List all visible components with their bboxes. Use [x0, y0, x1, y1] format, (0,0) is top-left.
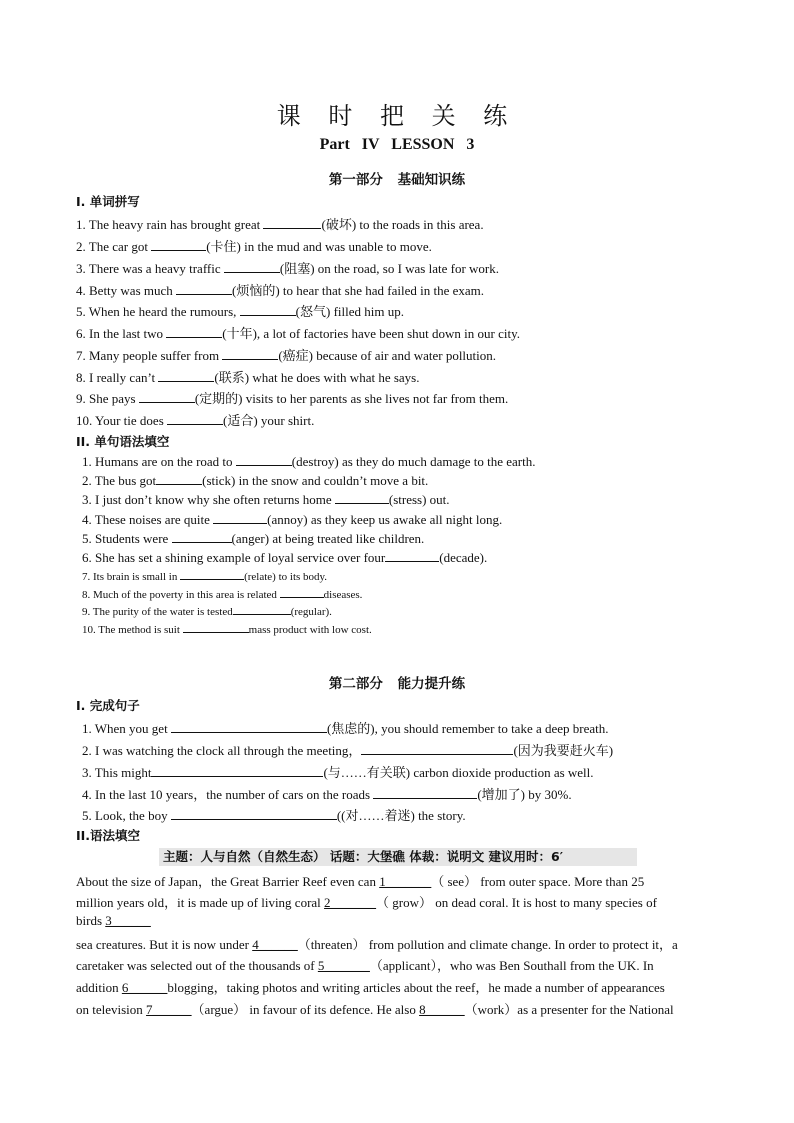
answer-blank[interactable] [156, 472, 202, 485]
list-item [82, 604, 332, 618]
topic-banner: 主题：人与自然（自然生态） 话题：大堡礁 体裁：说明文 建议用时：6′ [159, 848, 637, 866]
list-item [76, 410, 314, 429]
answer-blank[interactable] [213, 511, 267, 524]
item-hint: (annoy) as they keep us awake all night long. [267, 512, 503, 527]
list-item [76, 323, 520, 342]
list-item [82, 587, 362, 601]
item-hint: (十年), a lot of factories have been shut down in our city. [222, 326, 520, 341]
passage-text: blogging，taking photos and writing articles about the reef，he made a number of appearances [167, 980, 665, 995]
item-hint: (怒气) filled him up. [295, 304, 404, 319]
list-item [76, 214, 484, 233]
answer-blank[interactable] [139, 390, 195, 403]
item-hint: (与……有关联) carbon dioxide production as well. [323, 765, 594, 780]
list-item [82, 511, 502, 528]
passage-text: （applicant），who was Ben Southall from the UK. In [369, 958, 654, 973]
list-item [76, 301, 404, 320]
passage-text: （argue） in favour of its defence. He also [191, 1002, 420, 1017]
list-item [82, 453, 535, 470]
passage-line [76, 892, 718, 911]
part1-heading: 第一部分 基础知识练 [328, 172, 466, 188]
item-text: 1. The heavy rain has brought great [76, 217, 264, 232]
answer-blank[interactable] [233, 604, 291, 615]
item-hint: (destroy) as they do much damage to the earth. [291, 454, 536, 469]
passage-text: （ see） from outer space. More than 25 [431, 874, 645, 889]
passage-text: About the size of Japan，the Great Barrier Reef even can [76, 874, 380, 889]
item-text: 10. Your tie does [76, 413, 168, 428]
item-hint: ((对……着迷) the story. [336, 808, 466, 823]
item-text: 5. Look, the boy [82, 808, 171, 823]
item-text: 7. Many people suffer from [76, 348, 223, 363]
passage-line [76, 913, 718, 929]
answer-blank[interactable] [171, 807, 337, 820]
list-item [76, 280, 484, 299]
item-text: 2. The car got [76, 239, 152, 254]
passage-line [76, 934, 718, 953]
page-title: 课 时 把 关 练 [276, 102, 518, 130]
item-hint: (卡住) in the mud and was unable to move. [206, 239, 432, 254]
list-item [82, 569, 327, 583]
list-item [82, 784, 572, 803]
item-hint: (anger) at being treated like children. [231, 531, 425, 546]
answer-blank[interactable] [172, 530, 232, 543]
answer-blank[interactable]: 7______ [146, 1002, 192, 1017]
list-item [82, 622, 372, 636]
list-item [76, 388, 508, 407]
passage-text: （work）as a presenter for the National [464, 1002, 674, 1017]
item-hint: (烦恼的) to hear that she had failed in the exam. [232, 283, 484, 298]
item-text: 6. In the last two [76, 326, 167, 341]
item-hint: (relate) to its body. [244, 571, 328, 583]
answer-blank[interactable] [280, 587, 324, 598]
item-hint: diseases. [323, 589, 363, 601]
item-text: 3. There was a heavy traffic [76, 261, 224, 276]
answer-blank[interactable] [385, 549, 439, 562]
item-hint: (阻塞) on the road, so I was late for work. [279, 261, 500, 276]
item-text: 5. When he heard the rumours, [76, 304, 240, 319]
item-hint: (stress) out. [388, 492, 450, 507]
section-grammar-passage: II.语法填空 [76, 828, 141, 843]
list-item [76, 345, 496, 364]
item-hint: (焦虑的), you should remember to take a deep breath. [326, 721, 609, 736]
item-hint: (癌症) because of air and water pollution. [278, 348, 497, 363]
item-hint: mass product with low cost. [248, 624, 372, 636]
item-text: 9. She pays [76, 391, 139, 406]
answer-blank[interactable] [236, 453, 292, 466]
item-text: 1. Humans are on the road to [82, 454, 236, 469]
item-text: 6. She has set a shining example of loyal service over four [82, 550, 386, 565]
list-item [82, 762, 594, 781]
section-complete-sentences: I. 完成句子 [76, 698, 140, 713]
passage-text: （ grow） on dead coral. It is host to many species of [376, 895, 657, 910]
answer-blank[interactable]: 8______ [419, 1002, 465, 1017]
answer-blank[interactable] [240, 303, 296, 316]
passage-text: on television [76, 1002, 147, 1017]
item-text: 10. The method is suit [82, 624, 183, 636]
item-hint: (stick) in the snow and couldn’t move a bit. [202, 473, 429, 488]
passage-line [76, 955, 718, 974]
answer-blank[interactable] [373, 786, 477, 799]
passage-text: million years old，it is made up of living coral [76, 895, 325, 910]
item-text: 3. This might [82, 765, 152, 780]
item-text: 8. Much of the poverty in this area is related [82, 589, 280, 601]
list-item [82, 740, 613, 759]
answer-blank[interactable] [183, 622, 249, 633]
item-text: 7. Its brain is small in [82, 571, 181, 583]
list-item [76, 258, 499, 277]
section-word-spelling: I. 单词拼写 [76, 194, 140, 209]
item-hint: (适合) your shirt. [223, 413, 315, 428]
item-text: 3. I just don’t know why she often returns home [82, 492, 335, 507]
answer-blank[interactable] [151, 764, 323, 777]
answer-blank[interactable] [171, 720, 327, 733]
list-item [82, 549, 487, 566]
answer-blank[interactable] [176, 282, 232, 295]
section-grammar-fill: II. 单句语法填空 [76, 434, 170, 449]
item-text: 2. I was watching the clock all through the meeting， [82, 743, 362, 758]
answer-blank[interactable] [180, 569, 244, 580]
list-item [82, 805, 466, 824]
answer-blank[interactable]: 3______ [105, 913, 151, 928]
passage-text: addition [76, 980, 122, 995]
item-text: 4. Betty was much [76, 283, 177, 298]
item-text: 4. These noises are quite [82, 512, 214, 527]
passage-line [76, 999, 718, 1018]
item-hint: (regular). [290, 606, 332, 618]
answer-blank[interactable] [166, 325, 222, 338]
answer-blank[interactable] [158, 369, 214, 382]
item-text: 8. I really can’t [76, 370, 159, 385]
answer-blank[interactable] [151, 238, 206, 251]
passage-text: （threaten） from pollution and climate change. In order to protect it，a [297, 937, 678, 952]
answer-blank[interactable] [361, 742, 513, 755]
answer-blank[interactable] [222, 347, 278, 360]
answer-blank[interactable] [263, 216, 321, 229]
item-hint: (增加了) by 30%. [477, 787, 572, 802]
lesson-subtitle: Part IV LESSON 3 [319, 136, 475, 153]
part2-heading: 第二部分 能力提升练 [328, 676, 466, 692]
answer-blank[interactable]: 4______ [252, 937, 298, 952]
item-text: 1. When you get [82, 721, 171, 736]
passage-text: sea creatures. But it is now under [76, 937, 253, 952]
list-item [82, 472, 428, 489]
answer-blank[interactable]: 5_______ [317, 958, 370, 973]
answer-blank[interactable] [335, 491, 389, 504]
passage-line [76, 871, 718, 890]
answer-blank[interactable]: 6______ [121, 980, 168, 995]
list-item [82, 718, 609, 737]
item-hint: (decade). [439, 550, 488, 565]
item-text: 2. The bus got [82, 473, 157, 488]
answer-blank[interactable] [224, 260, 280, 273]
item-hint: (定期的) visits to her parents as she lives not far from them. [194, 391, 509, 406]
item-text: 9. The purity of the water is tested [82, 606, 233, 618]
list-item [82, 491, 450, 508]
item-hint: (因为我要赶火车) [513, 743, 614, 758]
item-hint: (破坏) to the roads in this area. [321, 217, 484, 232]
passage-text: caretaker was selected out of the thousands of [76, 958, 318, 973]
passage-text: birds [76, 913, 106, 928]
item-hint: (联系) what he does with what he says. [214, 370, 420, 385]
passage-line [76, 977, 718, 996]
answer-blank[interactable]: 1_______ [379, 874, 432, 889]
answer-blank[interactable] [167, 412, 223, 425]
list-item [82, 530, 424, 547]
item-text: 5. Students were [82, 531, 172, 546]
list-item [76, 367, 420, 386]
list-item [76, 236, 432, 255]
item-text: 4. In the last 10 years，the number of cars on the roads [82, 787, 374, 802]
answer-blank[interactable]: 2_______ [324, 895, 377, 910]
